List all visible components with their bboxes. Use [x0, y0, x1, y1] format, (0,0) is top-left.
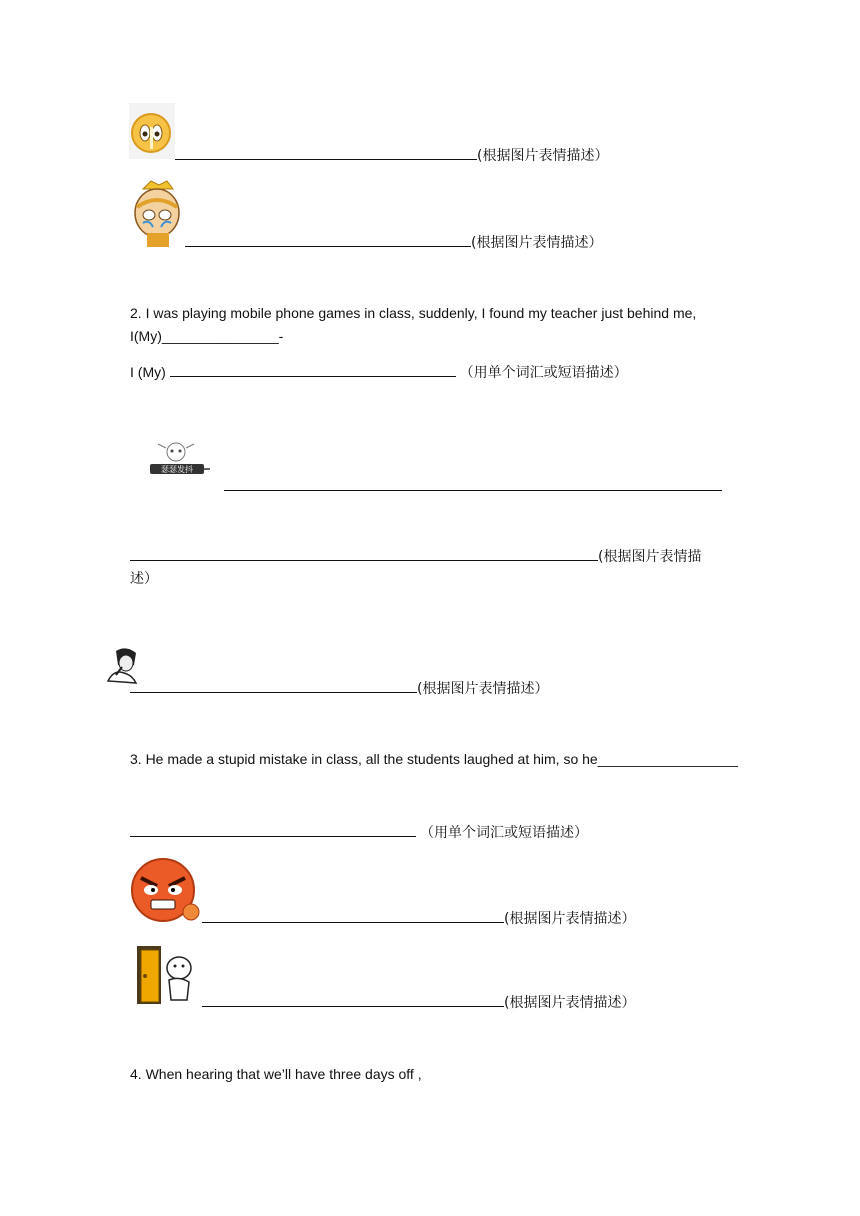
answer-prefix: I (My): [130, 364, 170, 380]
answer-row-3: [130, 362, 628, 382]
instruction-text: (根据图片表情描述）: [477, 148, 609, 164]
answer-row-4: [224, 476, 722, 495]
instruction-text: (根据图片表情描述）: [417, 681, 549, 697]
answer-row-6: [130, 678, 548, 698]
instruction-text: (根据图片表情描述）: [504, 911, 636, 927]
instruction-text: （用单个词汇或短语描述）: [459, 365, 628, 381]
answer-row-9: [202, 992, 635, 1012]
answer-row-2: [185, 232, 602, 252]
question-2-continuation: I(My)_______________-: [130, 328, 284, 344]
instruction-text-wrap: 述）: [130, 571, 158, 587]
answer-blank[interactable]: [170, 362, 456, 377]
question-4: 4. When hearing that we’ll have three days off ,: [130, 1066, 422, 1082]
answer-blank[interactable]: [224, 476, 722, 491]
answer-blank[interactable]: [130, 822, 416, 837]
answer-row-5: [130, 546, 701, 566]
question-3: 3. He made a stupid mistake in class, all the students laughed at him, so he__________________: [130, 751, 738, 767]
instruction-text: (根据图片表情描: [598, 549, 702, 565]
instruction-text: （用单个词汇或短语描述）: [420, 825, 588, 841]
answer-blank[interactable]: [202, 908, 504, 923]
instruction-text: (根据图片表情描述）: [471, 235, 603, 251]
answer-row-8: [202, 908, 635, 928]
crying-monkey-king-icon: [129, 179, 185, 247]
svg-text:瑟瑟发抖: 瑟瑟发抖: [161, 465, 193, 474]
answer-blank[interactable]: [185, 232, 471, 247]
instruction-text: (根据图片表情描述）: [504, 995, 636, 1011]
answer-row-1: [175, 145, 608, 165]
sticker-shaking-icon: [148, 440, 212, 478]
answer-row-7: [130, 822, 588, 842]
angry-face-icon: [129, 856, 203, 924]
answer-blank[interactable]: [130, 546, 598, 561]
leaving-door-icon: [133, 942, 197, 1006]
answer-blank[interactable]: [175, 145, 477, 160]
smiling-face-icon: [129, 103, 175, 159]
question-2: 2. I was playing mobile phone games in class, suddenly, I found my teacher just behind me,: [130, 305, 697, 321]
answer-blank[interactable]: [202, 992, 504, 1007]
answer-blank[interactable]: [130, 678, 417, 693]
